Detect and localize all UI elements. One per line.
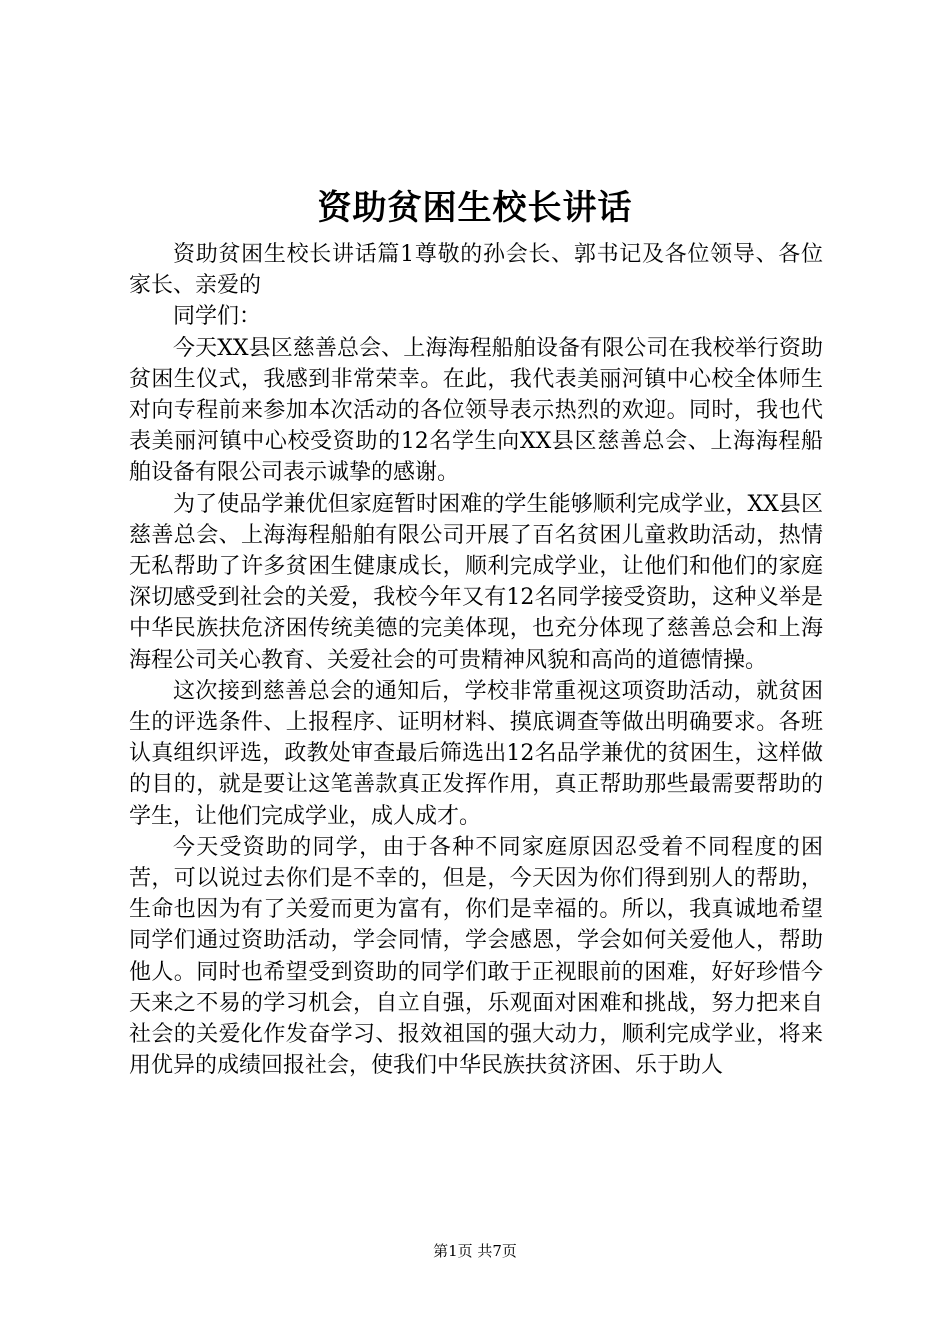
paragraph-intro: 资助贫困生校长讲话篇1尊敬的孙会长、郭书记及各位领导、各位家长、亲爱的 [129, 242, 823, 299]
paragraph-hope: 今天受资助的同学，由于各种不同家庭原因忍受着不同程度的困苦，可以说过去你们是不幸的，但是，今天因为你们得到别人的帮助，生命也因为有了关爱而更为富有，你们是幸福的。所以，我真诚地希望同学们通过资助活动，学会同情，学会感恩，学会如何关爱他人，帮助他人。同时也希望受到资助的同学们敢于正视眼前的困难，好好珍惜今天来之不易的学习机会，自立自强，乐观面对困难和挑战，努力把来自社会的关爱化作发奋学习、报效祖国的强大动力，顺利完成学业，将来用优异的成绩回报社会，使我们中华民族扶贫济困、乐于助人 [129, 834, 823, 1079]
document-body [129, 239, 823, 1081]
paragraph-selection: 这次接到慈善总会的通知后，学校非常重视这项资助活动，就贫困生的评选条件、上报程序、证明材料、摸底调查等做出明确要求。各班认真组织评选，政教处审查最后筛选出12名品学兼优的贫困生，这样做的目的，就是要让这笔善款真正发挥作用，真正帮助那些最需要帮助的学生，让他们完成学业，成人成才。 [129, 678, 823, 829]
paragraph-welcome: 今天XX县区慈善总会、上海海程船舶设备有限公司在我校举行资助贫困生仪式，我感到非常荣幸。在此，我代表美丽河镇中心校全体师生对向专程前来参加本次活动的各位领导表示热烈的欢迎。同时，我也代表美丽河镇中心校受资助的12名学生向XX县区慈善总会、上海海程船舶设备有限公司表示诚挚的感谢。 [129, 335, 823, 486]
paragraph-charity: 为了使品学兼优但家庭暂时困难的学生能够顺利完成学业，XX县区慈善总会、上海海程船舶有限公司开展了百名贫困儿童救助活动，热情无私帮助了许多贫困生健康成长，顺利完成学业，让他们和他们的家庭深切感受到社会的关爱，我校今年又有12名同学接受资助，这种义举是中华民族扶危济困传统美德的完美体现，也充分体现了慈善总会和上海海程公司关心教育、关爱社会的可贵精神风貌和高尚的道德情操。 [129, 491, 823, 673]
paragraph-salutation: 同学们： [173, 304, 262, 330]
document-title: 资助贫困生校长讲话 [317, 188, 633, 228]
page-number-footer: 第1页 共7页 [433, 1242, 517, 1260]
